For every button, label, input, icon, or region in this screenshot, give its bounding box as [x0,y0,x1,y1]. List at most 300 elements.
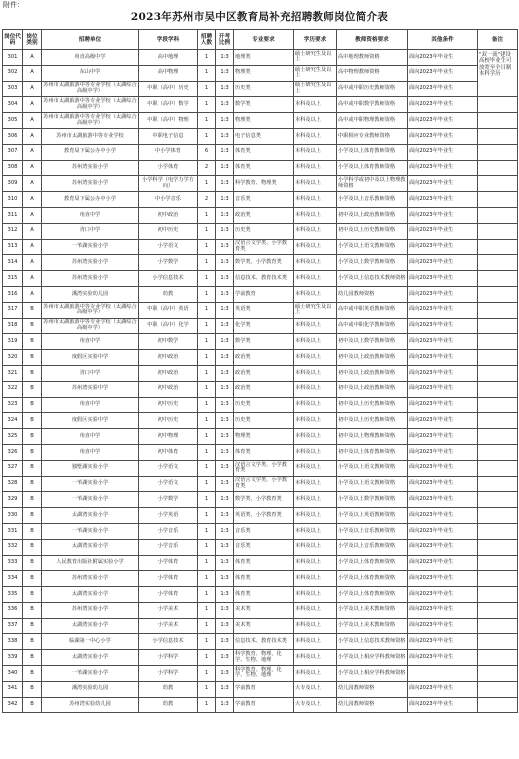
cell-major: 汉语言文学类、小学教育类 [234,460,294,476]
cell-code: 302 [3,65,23,81]
cell-unit: 一苇湖实验小学 [42,476,139,492]
cell-ratio: 1:3 [216,318,234,334]
cell-unit: 苏州市太湖旅游中等专业学校（太湖综合高级中学） [42,81,139,97]
cell-education: 本科及以上 [294,460,337,476]
cell-unit: 苏州湾实验小学 [42,255,139,271]
cell-subject: 中职（高中）历史 [139,81,198,97]
cell-ratio: 1:3 [216,571,234,587]
cell-education: 本科及以上 [294,397,337,413]
cell-category: A [23,128,42,144]
cell-subject: 小学科学 [139,650,198,666]
cell-unit: 甪直中学 [42,444,139,460]
cell-unit: 度假区实验中学 [42,413,139,429]
cell-unit: 苏州市太湖旅游中等专业学校（太湖综合高级中学） [42,97,139,113]
cell-unit: 教育局下属公办中小学 [42,192,139,208]
cell-subject: 初中政治 [139,365,198,381]
cell-certificate: 小学及以上音乐教师资格 [337,523,408,539]
cell-subject: 初中政治 [139,207,198,223]
cell-category: B [23,334,42,350]
cell-ratio: 1:3 [216,81,234,97]
cell-count: 1 [198,271,216,287]
cell-major: 体育类 [234,587,294,603]
cell-count: 1 [198,223,216,239]
cell-code: 318 [3,318,23,334]
cell-category: B [23,397,42,413]
cell-unit: 甪直高级中学 [42,50,139,66]
cell-other: 面向2023年毕业生 [408,160,478,176]
cell-unit: 一苇湖实验小学 [42,666,139,682]
cell-education: 本科及以上 [294,587,337,603]
table-row [3,587,518,603]
cell-other: 面向2023年毕业生 [408,650,478,666]
cell-count: 1 [198,571,216,587]
cell-certificate: 小学及以上数学教师资格 [337,492,408,508]
cell-remarks [478,571,518,587]
cell-ratio: 1:3 [216,413,234,429]
cell-unit: 溪湾实验幼儿园 [42,286,139,302]
cell-education: 本科及以上 [294,429,337,445]
cell-ratio: 1:3 [216,460,234,476]
cell-code: 307 [3,144,23,160]
cell-unit: 苏州湾实验小学 [42,160,139,176]
cell-subject: 初中历史 [139,413,198,429]
cell-count: 1 [198,176,216,192]
cell-education: 本科及以上 [294,413,337,429]
cell-remarks [478,444,518,460]
cell-code: 334 [3,571,23,587]
document-title: 2023年苏州市吴中区教育局补充招聘教师岗位简介表 [130,11,389,23]
cell-remarks [478,697,518,713]
cell-other: 面向2023年毕业生 [408,555,478,571]
cell-major: 历史类 [234,81,294,97]
cell-other: 面向2023年毕业生 [408,429,478,445]
table-row [3,697,518,713]
cell-category: B [23,302,42,318]
cell-education: 本科及以上 [294,618,337,634]
cell-remarks [478,539,518,555]
cell-unit: 教育局下属公办中小学 [42,144,139,160]
cell-unit: 苏州市太湖旅游中等专业学校（太湖综合高级中学） [42,302,139,318]
cell-subject: 高中物理 [139,65,198,81]
cell-count: 1 [198,365,216,381]
cell-other: 面向2023年毕业生 [408,460,478,476]
cell-subject: 小学科学（电学力学方向） [139,176,198,192]
header-category: 岗位类别 [23,30,42,50]
cell-unit: 一苇湖实验小学 [42,239,139,255]
cell-education: 本科及以上 [294,508,337,524]
cell-code: 340 [3,666,23,682]
cell-certificate: 小学及以上相应学科教师资格 [337,666,408,682]
cell-major: 科学教育、物理、化学、生物、地理 [234,666,294,682]
cell-education: 本科及以上 [294,555,337,571]
cell-count: 1 [198,618,216,634]
cell-major: 汉语言文学类、小学教育类 [234,476,294,492]
cell-certificate: 初中及以上数学教师资格 [337,334,408,350]
cell-category: B [23,681,42,697]
cell-certificate: 幼儿园教师资格 [337,681,408,697]
cell-category: B [23,539,42,555]
cell-other: 面向2023年毕业生 [408,618,478,634]
cell-code: 338 [3,634,23,650]
cell-major: 体育类 [234,144,294,160]
cell-category: A [23,223,42,239]
cell-education: 硕士研究生及以上 [294,302,337,318]
cell-code: 311 [3,207,23,223]
cell-unit: 胥口中学 [42,223,139,239]
cell-category: B [23,365,42,381]
cell-education: 本科及以上 [294,144,337,160]
cell-count: 1 [198,97,216,113]
cell-category: B [23,571,42,587]
cell-major: 音乐类 [234,539,294,555]
cell-education: 本科及以上 [294,539,337,555]
cell-ratio: 1:3 [216,444,234,460]
table-header-row [3,30,518,50]
cell-category: A [23,239,42,255]
cell-major: 地理类 [234,50,294,66]
header-certificate: 教师资格要求 [337,30,408,50]
cell-major: 学前教育 [234,286,294,302]
cell-count: 1 [198,207,216,223]
cell-count: 1 [198,634,216,650]
cell-code: 329 [3,492,23,508]
cell-remarks [478,602,518,618]
cell-category: A [23,192,42,208]
cell-major: 历史类 [234,413,294,429]
cell-other: 面向2023年毕业生 [408,350,478,366]
cell-education: 硕士研究生及以上 [294,50,337,66]
cell-major: 数学类 [234,97,294,113]
cell-certificate: 小学科学或初中及以上物理教师资格 [337,176,408,192]
cell-certificate: 初中及以上历史教师资格 [337,397,408,413]
cell-category: B [23,460,42,476]
cell-subject: 幼教 [139,681,198,697]
cell-count: 1 [198,381,216,397]
cell-certificate: 高中物理教师资格 [337,65,408,81]
cell-remarks [478,681,518,697]
cell-remarks [478,223,518,239]
cell-unit: 甪直中学 [42,397,139,413]
cell-unit: 胥口中学 [42,365,139,381]
cell-category: B [23,413,42,429]
cell-count: 1 [198,492,216,508]
table-row [3,365,518,381]
cell-other: 面向2023年毕业生 [408,681,478,697]
header-code: 岗位代码 [3,30,23,50]
cell-remarks [478,413,518,429]
cell-count: 1 [198,587,216,603]
cell-count: 1 [198,350,216,366]
cell-other: 面向2023年毕业生 [408,334,478,350]
cell-education: 本科及以上 [294,334,337,350]
table-row [3,207,518,223]
cell-certificate: 高中或中职英语教师资格 [337,302,408,318]
cell-ratio: 1:3 [216,697,234,713]
cell-subject: 小学音乐 [139,523,198,539]
cell-subject: 中职（高中）英语 [139,302,198,318]
table-row [3,539,518,555]
cell-subject: 小学语文 [139,239,198,255]
cell-certificate: 小学及以上体育教师资格 [337,571,408,587]
cell-unit: 一苇湖实验小学 [42,523,139,539]
cell-certificate: 幼儿园教师资格 [337,697,408,713]
cell-count: 1 [198,65,216,81]
cell-major: 物理类 [234,65,294,81]
cell-other: 面向2023年毕业生 [408,255,478,271]
cell-remarks [478,460,518,476]
cell-unit: 太湖湾实验小学 [42,587,139,603]
header-unit: 招聘单位 [42,30,139,50]
cell-count: 2 [198,160,216,176]
cell-code: 328 [3,476,23,492]
table-row [3,318,518,334]
cell-major: 美术类 [234,618,294,634]
cell-subject: 小学数学 [139,255,198,271]
table-row [3,97,518,113]
header-remarks: 备注 [478,30,518,50]
cell-education: 硕士研究生及以上 [294,81,337,97]
cell-education: 本科及以上 [294,286,337,302]
table-row [3,602,518,618]
cell-count: 1 [198,413,216,429]
cell-unit: 溪湾实验幼儿园 [42,681,139,697]
cell-remarks [478,113,518,129]
cell-code: 339 [3,650,23,666]
cell-remarks [478,160,518,176]
cell-major: 音乐类 [234,523,294,539]
cell-major: 化学类 [234,318,294,334]
cell-certificate: 小学及以上语文教师资格 [337,460,408,476]
cell-remarks [478,286,518,302]
cell-remarks [478,508,518,524]
cell-other: 面向2023年毕业生 [408,444,478,460]
cell-remarks [478,97,518,113]
cell-category: A [23,65,42,81]
cell-unit: 苏州湾实验中学 [42,381,139,397]
header-count: 招聘人数 [198,30,216,50]
table-row [3,223,518,239]
cell-education: 本科及以上 [294,571,337,587]
cell-code: 337 [3,618,23,634]
cell-count: 1 [198,508,216,524]
cell-count: 1 [198,286,216,302]
cell-certificate: 小学及以上数学教师资格 [337,255,408,271]
cell-major: 学前教育 [234,697,294,713]
cell-ratio: 1:3 [216,176,234,192]
cell-count: 1 [198,302,216,318]
cell-education: 本科及以上 [294,113,337,129]
cell-major: 体育类 [234,444,294,460]
cell-education: 本科及以上 [294,634,337,650]
cell-other: 面向2023年毕业生 [408,128,478,144]
attachment-label: 附件： [3,1,24,9]
cell-subject: 小学信息技术 [139,271,198,287]
cell-unit: 甪直中学 [42,207,139,223]
cell-code: 342 [3,697,23,713]
cell-other: 面向2023年毕业生 [408,192,478,208]
cell-category: B [23,555,42,571]
cell-ratio: 1:3 [216,666,234,682]
cell-other: 面向2023年毕业生 [408,144,478,160]
cell-remarks [478,144,518,160]
cell-certificate: 高中或中职物理教师资格 [337,113,408,129]
cell-other: 面向2023年毕业生 [408,365,478,381]
cell-remarks [478,476,518,492]
cell-education: 本科及以上 [294,318,337,334]
table-row [3,492,518,508]
cell-remarks [478,350,518,366]
cell-major: 科学教育、物理类 [234,176,294,192]
table-row [3,429,518,445]
cell-code: 319 [3,334,23,350]
cell-ratio: 1:3 [216,381,234,397]
cell-remarks [478,492,518,508]
cell-subject: 初中物理 [139,429,198,445]
cell-ratio: 1:3 [216,350,234,366]
cell-count: 1 [198,523,216,539]
cell-other: 面向2023年毕业生 [408,492,478,508]
cell-unit: 甪直中学 [42,429,139,445]
cell-code: 313 [3,239,23,255]
cell-other: 面向2023年毕业生 [408,207,478,223]
cell-education: 本科及以上 [294,255,337,271]
cell-other: 面向2023年毕业生 [408,697,478,713]
cell-code: 330 [3,508,23,524]
table-row [3,508,518,524]
cell-subject: 小学体育 [139,160,198,176]
cell-ratio: 1:3 [216,113,234,129]
cell-certificate: 中职相应专业教师资格 [337,128,408,144]
cell-ratio: 1:3 [216,144,234,160]
cell-certificate: 初中及以上体育教师资格 [337,444,408,460]
cell-category: A [23,97,42,113]
cell-code: 315 [3,271,23,287]
table-row [3,681,518,697]
header-other: 其他条件 [408,30,478,50]
cell-code: 335 [3,587,23,603]
cell-subject: 小学美术 [139,602,198,618]
cell-ratio: 1:3 [216,97,234,113]
cell-certificate: 初中及以上历史教师资格 [337,413,408,429]
cell-category: A [23,144,42,160]
cell-major: 体育类 [234,555,294,571]
cell-remarks [478,192,518,208]
cell-other: 面向2023年毕业生 [408,413,478,429]
cell-code: 325 [3,429,23,445]
cell-code: 312 [3,223,23,239]
cell-code: 301 [3,50,23,66]
cell-subject: 初中政治 [139,381,198,397]
cell-ratio: 1:3 [216,334,234,350]
cell-other: 面向2023年毕业生 [408,602,478,618]
cell-education: 本科及以上 [294,271,337,287]
cell-other: 面向2023年毕业生 [408,381,478,397]
cell-count: 1 [198,666,216,682]
cell-major: 英语类、小学教育类 [234,508,294,524]
cell-category: B [23,492,42,508]
cell-category: B [23,650,42,666]
cell-other: 面向2023年毕业生 [408,508,478,524]
cell-ratio: 1:3 [216,397,234,413]
table-row [3,239,518,255]
cell-count: 1 [198,128,216,144]
cell-subject: 中小学音乐 [139,192,198,208]
cell-unit: 苏州湾实验小学 [42,176,139,192]
cell-code: 305 [3,113,23,129]
table-row [3,571,518,587]
cell-certificate: 高中地理教师资格 [337,50,408,66]
cell-certificate: 高中或中职历史教师资格 [337,81,408,97]
cell-count: 1 [198,555,216,571]
cell-code: 323 [3,397,23,413]
cell-category: B [23,429,42,445]
cell-remarks [478,128,518,144]
cell-education: 本科及以上 [294,666,337,682]
cell-ratio: 1:3 [216,255,234,271]
cell-education: 本科及以上 [294,128,337,144]
cell-other: 面向2023年毕业生 [408,176,478,192]
cell-category: B [23,523,42,539]
cell-count: 1 [198,444,216,460]
cell-code: 316 [3,286,23,302]
cell-ratio: 1:3 [216,160,234,176]
cell-unit: 苏州市太湖旅游中等专业学校 [42,128,139,144]
cell-code: 324 [3,413,23,429]
cell-subject: 小学科学 [139,666,198,682]
cell-code: 310 [3,192,23,208]
cell-remarks [478,555,518,571]
cell-other: 面向2023年毕业生 [408,539,478,555]
cell-category: B [23,618,42,634]
cell-count: 1 [198,113,216,129]
cell-major: 政治类 [234,350,294,366]
table-row [3,334,518,350]
table-row [3,50,518,66]
cell-education: 本科及以上 [294,223,337,239]
cell-education: 本科及以上 [294,476,337,492]
header-major: 专业要求 [234,30,294,50]
cell-subject: 中职（高中）化学 [139,318,198,334]
cell-education: 本科及以上 [294,523,337,539]
cell-other: 面向2023年毕业生 [408,318,478,334]
cell-other: 面向2023年毕业生 [408,65,478,81]
cell-certificate: 初中及以上政治教师资格 [337,207,408,223]
cell-subject: 初中政治 [139,350,198,366]
table-row [3,192,518,208]
cell-other: 面向2023年毕业生 [408,523,478,539]
cell-major: 历史类 [234,397,294,413]
cell-remarks [478,271,518,287]
cell-certificate: 初中及以上政治教师资格 [337,365,408,381]
cell-major: 音乐类 [234,192,294,208]
cell-certificate: 小学及以上语文教师资格 [337,239,408,255]
cell-subject: 中职（高中）数学 [139,97,198,113]
cell-subject: 中职（高中）物理 [139,113,198,129]
cell-subject: 中职电子信息 [139,128,198,144]
cell-certificate: 小学及以上体育教师资格 [337,144,408,160]
cell-unit: 独墅湖实验小学 [42,460,139,476]
cell-education: 大专及以上 [294,697,337,713]
cell-certificate: 小学及以上英语教师资格 [337,508,408,524]
cell-remarks [478,239,518,255]
cell-remarks [478,318,518,334]
table-row [3,381,518,397]
cell-subject: 幼教 [139,697,198,713]
cell-certificate: 初中及以上政治教师资格 [337,350,408,366]
cell-other: 面向2023年毕业生 [408,50,478,66]
cell-unit: 临湖第一中心小学 [42,634,139,650]
cell-category: A [23,113,42,129]
